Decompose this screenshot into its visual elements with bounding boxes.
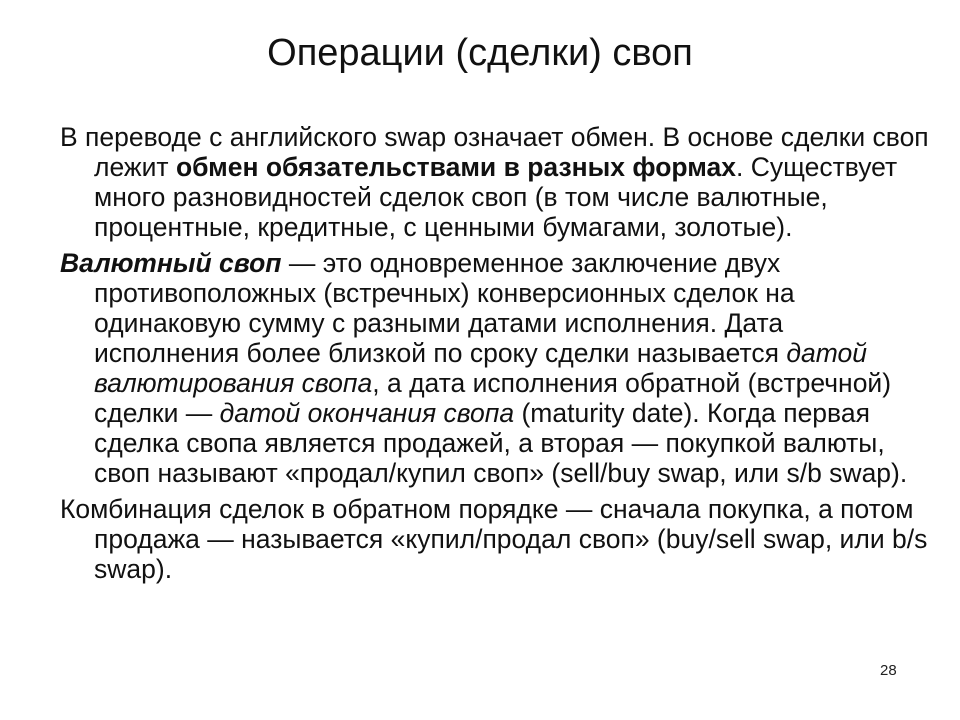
paragraph-currency-swap	[60, 248, 930, 488]
paragraph-reverse-combination	[60, 494, 930, 584]
paragraph-text: , а дата исполнения обратной (встречной) сделки —	[94, 368, 892, 428]
italic-term-maturity-date: датой окончания свопа	[219, 398, 515, 428]
bold-term-obligations-exchange: обмен обязательствами в разных формах	[175, 152, 736, 182]
paragraph-text: . Существует много разновидностей сделок своп (в том числе валютные, процентные, кредитные, с ценными бумагами, золотые).	[94, 152, 898, 242]
bold-italic-term-currency-swap: Валютный своп	[60, 248, 282, 278]
italic-term-value-date: датой валютирования свопа	[94, 338, 867, 398]
paragraph-text: — это одновременное заключение двух противоположных (встречных) конверсионных сделок на одинаковую сумму с разными датами исполнения. Дата исполнения более близкой по сроку сделки называется	[94, 248, 795, 368]
paragraph-text: Комбинация сделок в обратном порядке — сначала покупка, а потом продажа — называется «купил/продал своп» (buy/sell swap, или b/s swap).	[60, 494, 928, 584]
page-number: 28	[880, 662, 897, 679]
paragraph-swap-definition	[60, 122, 930, 242]
slide-body	[60, 122, 930, 590]
paragraph-text: В переводе с английского swap означает обмен. В основе сделки своп лежит	[60, 122, 929, 182]
slide-title: Операции (сделки) своп	[267, 32, 693, 74]
paragraph-text: (maturity date). Когда первая сделка свопа является продажей, а вторая — покупкой валюты, своп называют «продал/купил своп» (sell/buy swap, или s/b swap).	[94, 398, 908, 488]
